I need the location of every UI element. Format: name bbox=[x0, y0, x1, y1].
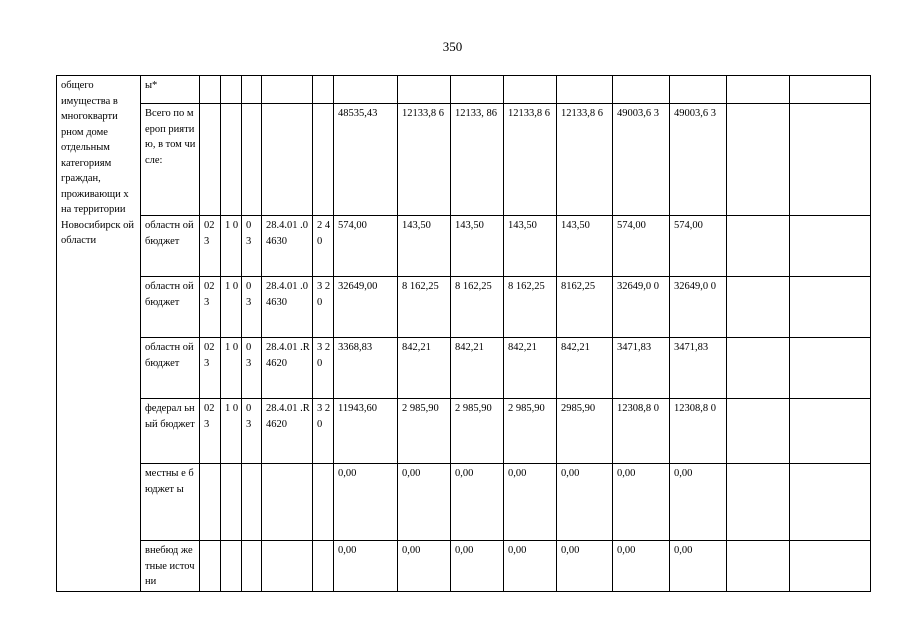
empty-cell bbox=[790, 541, 871, 592]
table-cell bbox=[557, 76, 613, 104]
table-row bbox=[57, 76, 871, 104]
empty-cell bbox=[727, 399, 790, 464]
table-cell bbox=[221, 464, 242, 541]
table-cell bbox=[670, 76, 727, 104]
empty-cell bbox=[790, 104, 871, 216]
table-row bbox=[57, 216, 871, 277]
table-cell: областн ой бюджет bbox=[141, 338, 200, 399]
table-row bbox=[57, 277, 871, 338]
table-cell: 0,00 bbox=[334, 464, 398, 541]
table-cell bbox=[200, 464, 221, 541]
table-cell: 11943,60 bbox=[334, 399, 398, 464]
table-cell: 143,50 bbox=[451, 216, 504, 277]
table-cell bbox=[200, 76, 221, 104]
table-cell bbox=[313, 76, 334, 104]
table-cell: 0,00 bbox=[451, 541, 504, 592]
table-cell: 3 2 0 bbox=[313, 277, 334, 338]
table-cell: областн ой бюджет bbox=[141, 277, 200, 338]
table-cell: 842,21 bbox=[451, 338, 504, 399]
empty-cell bbox=[790, 76, 871, 104]
table-cell: 143,50 bbox=[398, 216, 451, 277]
table-cell: 143,50 bbox=[557, 216, 613, 277]
table-cell: 0 3 bbox=[242, 277, 262, 338]
table-cell: 12133,8 6 bbox=[398, 104, 451, 216]
table-cell: 28.4.01 .R4620 bbox=[262, 399, 313, 464]
table-cell: 12133,8 6 bbox=[504, 104, 557, 216]
table-cell: 12308,8 0 bbox=[670, 399, 727, 464]
table-cell: 48535,43 bbox=[334, 104, 398, 216]
table-cell: 49003,6 3 bbox=[613, 104, 670, 216]
table-cell bbox=[262, 104, 313, 216]
budget-table bbox=[56, 75, 871, 592]
table-cell: 0,00 bbox=[557, 541, 613, 592]
table-cell: 0,00 bbox=[451, 464, 504, 541]
table-cell: 143,50 bbox=[504, 216, 557, 277]
table-cell: 0,00 bbox=[504, 541, 557, 592]
table-cell: 32649,0 0 bbox=[670, 277, 727, 338]
table-cell: 0 3 bbox=[242, 216, 262, 277]
table-cell: 0,00 bbox=[398, 464, 451, 541]
table-cell: 12133,8 6 bbox=[557, 104, 613, 216]
empty-cell bbox=[727, 104, 790, 216]
table-cell: 2985,90 bbox=[557, 399, 613, 464]
table-cell: 0,00 bbox=[504, 464, 557, 541]
table-cell: 28.4.01 .04630 bbox=[262, 277, 313, 338]
table-cell: 02 3 bbox=[200, 399, 221, 464]
table-cell: 0,00 bbox=[670, 541, 727, 592]
table-cell: 8 162,25 bbox=[398, 277, 451, 338]
table-cell bbox=[242, 464, 262, 541]
table-cell: 12133, 86 bbox=[451, 104, 504, 216]
table-cell: 2 985,90 bbox=[398, 399, 451, 464]
table-cell bbox=[262, 464, 313, 541]
empty-cell bbox=[727, 338, 790, 399]
table-cell bbox=[398, 76, 451, 104]
table-cell: 2 985,90 bbox=[504, 399, 557, 464]
table-row bbox=[57, 399, 871, 464]
table-cell: внебюд жетные источни bbox=[141, 541, 200, 592]
table-cell: 02 3 bbox=[200, 216, 221, 277]
empty-cell bbox=[727, 277, 790, 338]
table-cell bbox=[504, 76, 557, 104]
empty-cell bbox=[790, 464, 871, 541]
empty-cell bbox=[790, 399, 871, 464]
table-cell: 842,21 bbox=[557, 338, 613, 399]
table-row bbox=[57, 541, 871, 592]
table-cell bbox=[313, 464, 334, 541]
table-cell: 8162,25 bbox=[557, 277, 613, 338]
table-cell bbox=[200, 104, 221, 216]
table-cell: 574,00 bbox=[670, 216, 727, 277]
table-cell: 3 2 0 bbox=[313, 338, 334, 399]
table-cell: 2 4 0 bbox=[313, 216, 334, 277]
table-cell bbox=[242, 541, 262, 592]
table-cell: 0 3 bbox=[242, 399, 262, 464]
table-cell bbox=[613, 76, 670, 104]
table-cell: местны е бюджет ы bbox=[141, 464, 200, 541]
table-cell: 3 2 0 bbox=[313, 399, 334, 464]
table-cell: 0,00 bbox=[613, 541, 670, 592]
table-cell: 574,00 bbox=[613, 216, 670, 277]
table-cell: 0 3 bbox=[242, 338, 262, 399]
table-cell: 842,21 bbox=[398, 338, 451, 399]
table-cell bbox=[727, 76, 790, 104]
table-row bbox=[57, 464, 871, 541]
table-cell: 02 3 bbox=[200, 338, 221, 399]
table-cell: 1 0 bbox=[221, 338, 242, 399]
table-cell: 574,00 bbox=[334, 216, 398, 277]
table-cell bbox=[313, 541, 334, 592]
table-cell: 0,00 bbox=[557, 464, 613, 541]
page-number: 350 bbox=[442, 39, 463, 54]
table-cell bbox=[242, 76, 262, 104]
table-cell: ы* bbox=[141, 76, 200, 104]
table-cell: 1 0 bbox=[221, 277, 242, 338]
table-cell bbox=[221, 76, 242, 104]
table-cell: 0,00 bbox=[334, 541, 398, 592]
empty-cell bbox=[790, 338, 871, 399]
table-cell: 842,21 bbox=[504, 338, 557, 399]
table-cell bbox=[200, 541, 221, 592]
table-cell: 02 3 bbox=[200, 277, 221, 338]
table-cell: 3471,83 bbox=[670, 338, 727, 399]
empty-cell bbox=[790, 216, 871, 277]
table-cell: 2 985,90 bbox=[451, 399, 504, 464]
measure-name-cell: общего имущества в многокварти рном доме отдельным категориям граждан, проживающи х на территории Новосибирск ой области bbox=[57, 76, 141, 592]
table-cell: 28.4.01 .R4620 bbox=[262, 338, 313, 399]
table-cell bbox=[334, 76, 398, 104]
table-cell bbox=[451, 76, 504, 104]
empty-cell bbox=[790, 277, 871, 338]
table-cell bbox=[262, 76, 313, 104]
table-cell: 3471,83 bbox=[613, 338, 670, 399]
table-cell bbox=[262, 541, 313, 592]
table-cell: 8 162,25 bbox=[451, 277, 504, 338]
empty-cell bbox=[727, 464, 790, 541]
table-cell bbox=[313, 104, 334, 216]
table-cell: областн ой бюджет bbox=[141, 216, 200, 277]
table-cell: 1 0 bbox=[221, 399, 242, 464]
table-cell: федерал ьный бюджет bbox=[141, 399, 200, 464]
table-cell: 3368,83 bbox=[334, 338, 398, 399]
table-cell bbox=[221, 541, 242, 592]
table-cell: 49003,6 3 bbox=[670, 104, 727, 216]
table-cell: 0,00 bbox=[670, 464, 727, 541]
table-cell: 32649,00 bbox=[334, 277, 398, 338]
table-cell: 32649,0 0 bbox=[613, 277, 670, 338]
table-row bbox=[57, 104, 871, 216]
table-row bbox=[57, 338, 871, 399]
table-cell bbox=[242, 104, 262, 216]
table-cell: 8 162,25 bbox=[504, 277, 557, 338]
table-cell: 1 0 bbox=[221, 216, 242, 277]
table-cell: 12308,8 0 bbox=[613, 399, 670, 464]
table-cell: Всего по мероп риятию, в том числе: bbox=[141, 104, 200, 216]
table-cell: 0,00 bbox=[398, 541, 451, 592]
table-cell: 28.4.01 .04630 bbox=[262, 216, 313, 277]
table-cell bbox=[221, 104, 242, 216]
empty-cell bbox=[727, 216, 790, 277]
table-cell: 0,00 bbox=[613, 464, 670, 541]
empty-cell bbox=[727, 541, 790, 592]
